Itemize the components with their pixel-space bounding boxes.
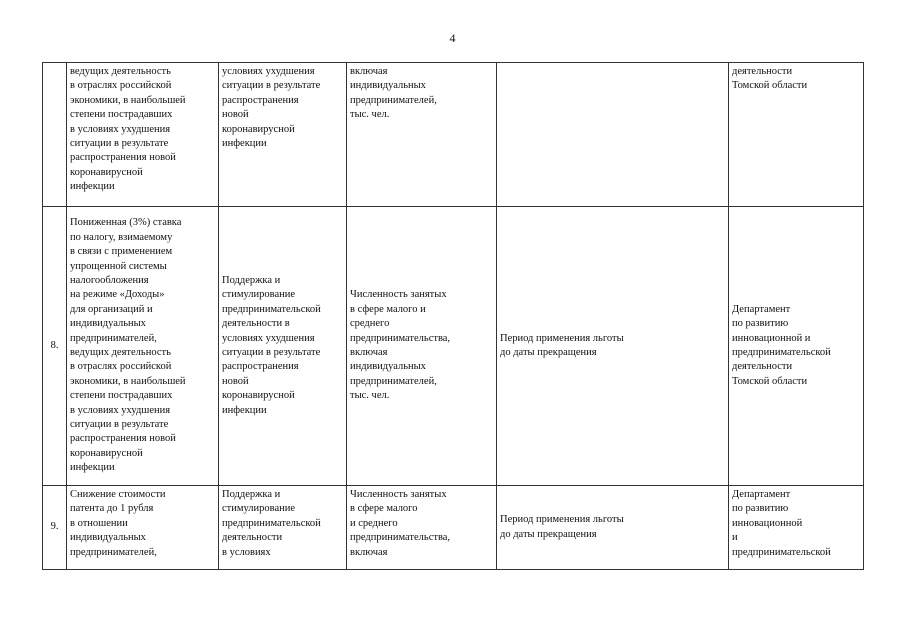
curator-cell: Департамент по развитию инновационной и предпринимательской — [729, 486, 864, 570]
benefit-name-cell: ведущих деятельность в отраслях российской экономики, в наибольшей степени пострадавших в условиях ухудшения ситуации в результате распространения новой коронавирусной инфекции — [67, 63, 219, 207]
period-cell: Период применения льготы до даты прекращения — [497, 207, 729, 486]
table-row — [43, 207, 864, 486]
benefit-goal-cell: условиях ухудшения ситуации в результате распространения новой коронавирусной инфекции — [219, 63, 347, 207]
row-number — [43, 63, 67, 207]
benefit-goal-cell: Поддержка и стимулирование предпринимательской деятельности в условиях — [219, 486, 347, 570]
curator-cell: деятельности Томской области — [729, 63, 864, 207]
period-cell: Период применения льготы до даты прекращения — [497, 486, 729, 570]
benefit-name-cell: Пониженная (3%) ставка по налогу, взимаемому в связи с применением упрощенной системы налогообложения на режиме «Доходы» для организаций и индивидуальных предпринимателей, ведущих деятельность в отраслях российской экономики, в наибольшей степени пострадавших в условиях ухудшения ситуации в результате распространения новой коронавирусной инфекции — [67, 207, 219, 486]
curator-cell: Департамент по развитию инновационной и предпринимательской деятельности Томской области — [729, 207, 864, 486]
table-row — [43, 486, 864, 570]
period-cell — [497, 63, 729, 207]
page-number: 4 — [449, 31, 456, 45]
indicator-cell: включая индивидуальных предпринимателей, тыс. чел. — [347, 63, 497, 207]
row-number: 9. — [43, 486, 67, 570]
tax-benefits-table — [42, 62, 864, 570]
benefit-name-cell: Снижение стоимости патента до 1 рубля в отношении индивидуальных предпринимателей, — [67, 486, 219, 570]
table-row — [43, 63, 864, 207]
indicator-cell: Численность занятых в сфере малого и среднего предпринимательства, включая индивидуальных предпринимателей, тыс. чел. — [347, 207, 497, 486]
benefit-goal-cell: Поддержка и стимулирование предпринимательской деятельности в условиях ухудшения ситуации в результате распространения новой коронавирусной инфекции — [219, 207, 347, 486]
indicator-cell: Численность занятых в сфере малого и среднего предпринимательства, включая — [347, 486, 497, 570]
row-number: 8. — [43, 207, 67, 486]
